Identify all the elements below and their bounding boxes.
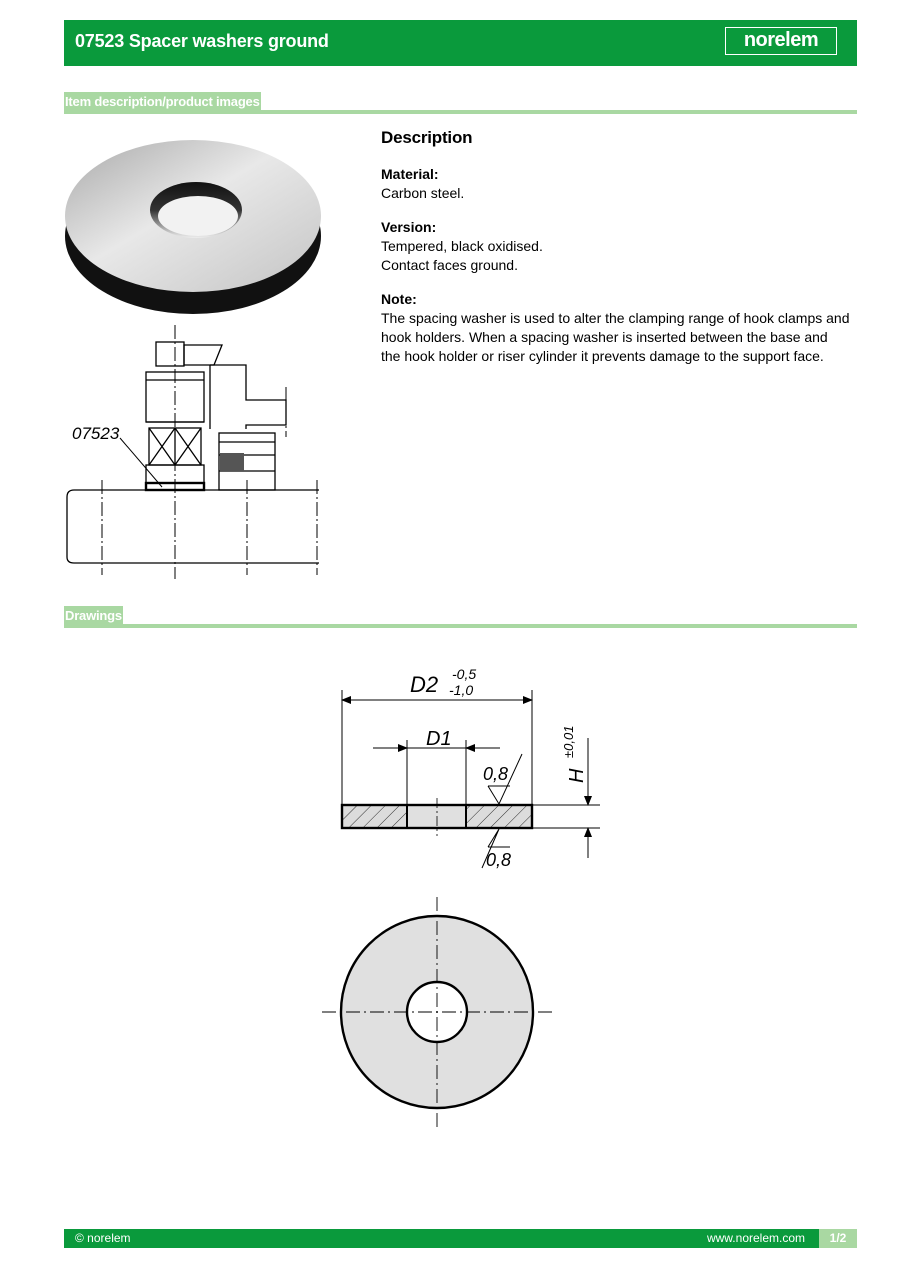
d2-tolerance-upper: -0,5 (452, 666, 477, 682)
note-block (381, 290, 851, 366)
description-heading: Description (381, 128, 473, 147)
page-footer (64, 1229, 857, 1248)
technical-drawing (300, 650, 620, 1130)
version-line-2: Contact faces ground. (381, 257, 518, 273)
d2-label: D2 (410, 672, 439, 697)
assembly-drawing (64, 325, 324, 583)
note-text: The spacing washer is used to alter the clamping range of hook clamps and hook holders. When a spacing washer is inserted between the base and the hook holder or riser cylinder it prevents damage to the support face. (381, 310, 850, 364)
material-label: Material: (381, 166, 439, 182)
page-title: 07523 Spacer washers ground (75, 31, 329, 51)
material-block (381, 165, 851, 203)
page-header (64, 20, 857, 66)
version-label: Version: (381, 219, 437, 235)
footer-website-link[interactable]: www.norelem.com (706, 1231, 805, 1245)
product-photo (64, 128, 324, 320)
d2-tolerance-lower: -1,0 (449, 682, 474, 698)
roughness-bottom: 0,8 (486, 850, 512, 870)
section-label-drawings: Drawings (64, 606, 123, 626)
d1-label: D1 (426, 728, 452, 750)
version-line-1: Tempered, black oxidised. (381, 238, 543, 254)
assembly-callout: 07523 (72, 424, 120, 443)
material-text: Carbon steel. (381, 185, 465, 201)
h-tolerance: ±0,01 (561, 725, 576, 758)
roughness-top: 0,8 (483, 764, 509, 784)
note-label: Note: (381, 291, 417, 307)
description-panel (381, 128, 851, 381)
page-number: 1/2 (819, 1229, 857, 1248)
section-view (342, 798, 532, 836)
footer-copyright: © norelem (75, 1231, 131, 1245)
section-label-images: Item description/product images (64, 92, 261, 112)
section-divider-drawings (64, 624, 857, 628)
h-label: H (566, 768, 588, 783)
version-block (381, 218, 851, 275)
top-view (322, 897, 552, 1127)
norelem-logo: norelem (725, 27, 837, 55)
